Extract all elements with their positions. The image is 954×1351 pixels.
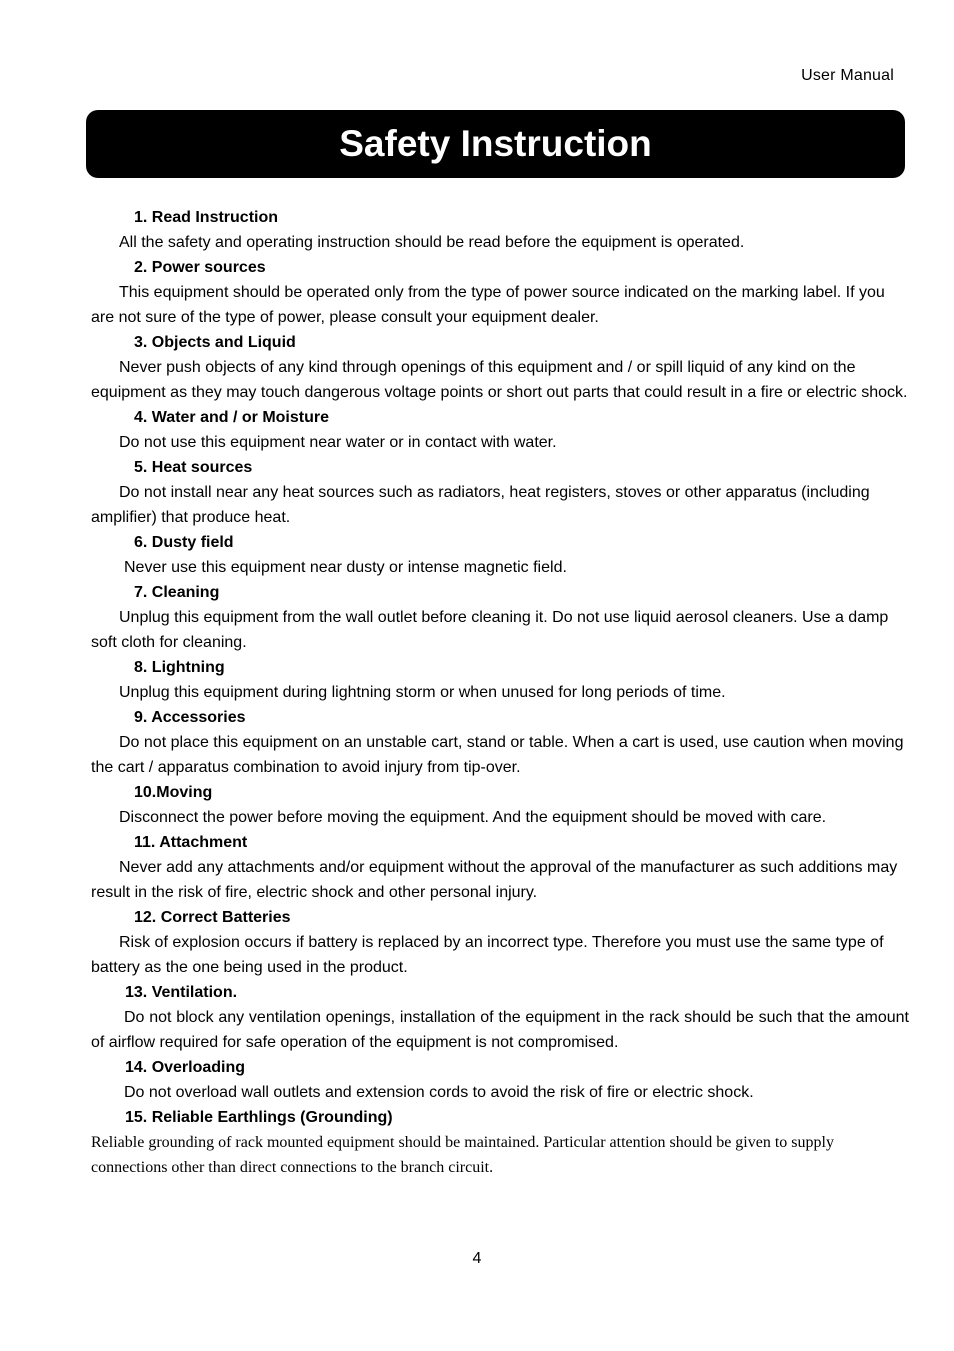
section-body: Unplug this equipment from the wall outlet before cleaning it. Do not use liquid aerosol cleaners. Use a damp soft cloth for cleaning. (91, 609, 889, 651)
section-heading: 2. Power sources (134, 259, 266, 276)
section-heading: 14. Overloading (125, 1059, 246, 1076)
section-body: Never use this equipment near dusty or intense magnetic field. (124, 559, 567, 576)
section-body: Reliable grounding of rack mounted equipment should be maintained. Particular attention should be given to supply connections other than direct connections to the branch circuit. (91, 1134, 834, 1176)
section-heading: 15. Reliable Earthlings (Grounding) (125, 1109, 393, 1126)
section-heading: 10.Moving (134, 784, 213, 801)
section-heading: 12. Correct Batteries (134, 909, 291, 926)
section-heading: 13. Ventilation. (125, 984, 238, 1001)
page-title: Safety Instruction (339, 123, 652, 164)
title-banner (86, 110, 905, 178)
section-body: Do not place this equipment on an unstable cart, stand or table. When a cart is used, use caution when moving the cart / apparatus combination to avoid injury from tip-over. (91, 734, 904, 776)
section-heading: 1. Read Instruction (134, 209, 279, 226)
section-heading: 8. Lightning (134, 659, 225, 676)
section-body: Disconnect the power before moving the equipment. And the equipment should be moved with care. (119, 809, 827, 826)
section-body: Unplug this equipment during lightning storm or when unused for long periods of time. (119, 684, 726, 701)
section-heading: 7. Cleaning (134, 584, 220, 601)
section-heading: 4. Water and / or Moisture (134, 409, 329, 426)
section-heading: 6. Dusty field (134, 534, 234, 551)
section-body: Do not install near any heat sources such as radiators, heat registers, stoves or other apparatus (including amplifier) that produce heat. (91, 484, 870, 526)
section-body: This equipment should be operated only from the type of power source indicated on the marking label. If you are not sure of the type of power, please consult your equipment dealer. (91, 284, 885, 326)
section-body: Do not use this equipment near water or in contact with water. (119, 434, 557, 451)
section-body: Never add any attachments and/or equipment without the approval of the manufacturer as such additions may result in the risk of fire, electric shock and other personal injury. (91, 859, 898, 901)
section-body: All the safety and operating instruction should be read before the equipment is operated. (119, 234, 745, 251)
safety-instructions (91, 205, 909, 1180)
section-body: Risk of explosion occurs if battery is replaced by an incorrect type. Therefore you must use the same type of battery as the one being used in the product. (91, 934, 884, 976)
section-heading: 3. Objects and Liquid (134, 334, 296, 351)
header-title: User Manual (801, 67, 894, 84)
section-heading: 9. Accessories (134, 709, 246, 726)
section-body: Never push objects of any kind through openings of this equipment and / or spill liquid of any kind on the equipment as they may touch dangerous voltage points or short out parts that could result in a fire or electric shock. (91, 359, 908, 401)
section-body: Do not block any ventilation openings, installation of the equipment in the rack should be such that the amount of airflow required for safe operation of the equipment is not compromised. (91, 1009, 909, 1051)
section-heading: 11. Attachment (134, 834, 248, 851)
section-body: Do not overload wall outlets and extension cords to avoid the risk of fire or electric shock. (124, 1084, 754, 1101)
page-number: 4 (472, 1250, 482, 1267)
section-heading: 5. Heat sources (134, 459, 253, 476)
